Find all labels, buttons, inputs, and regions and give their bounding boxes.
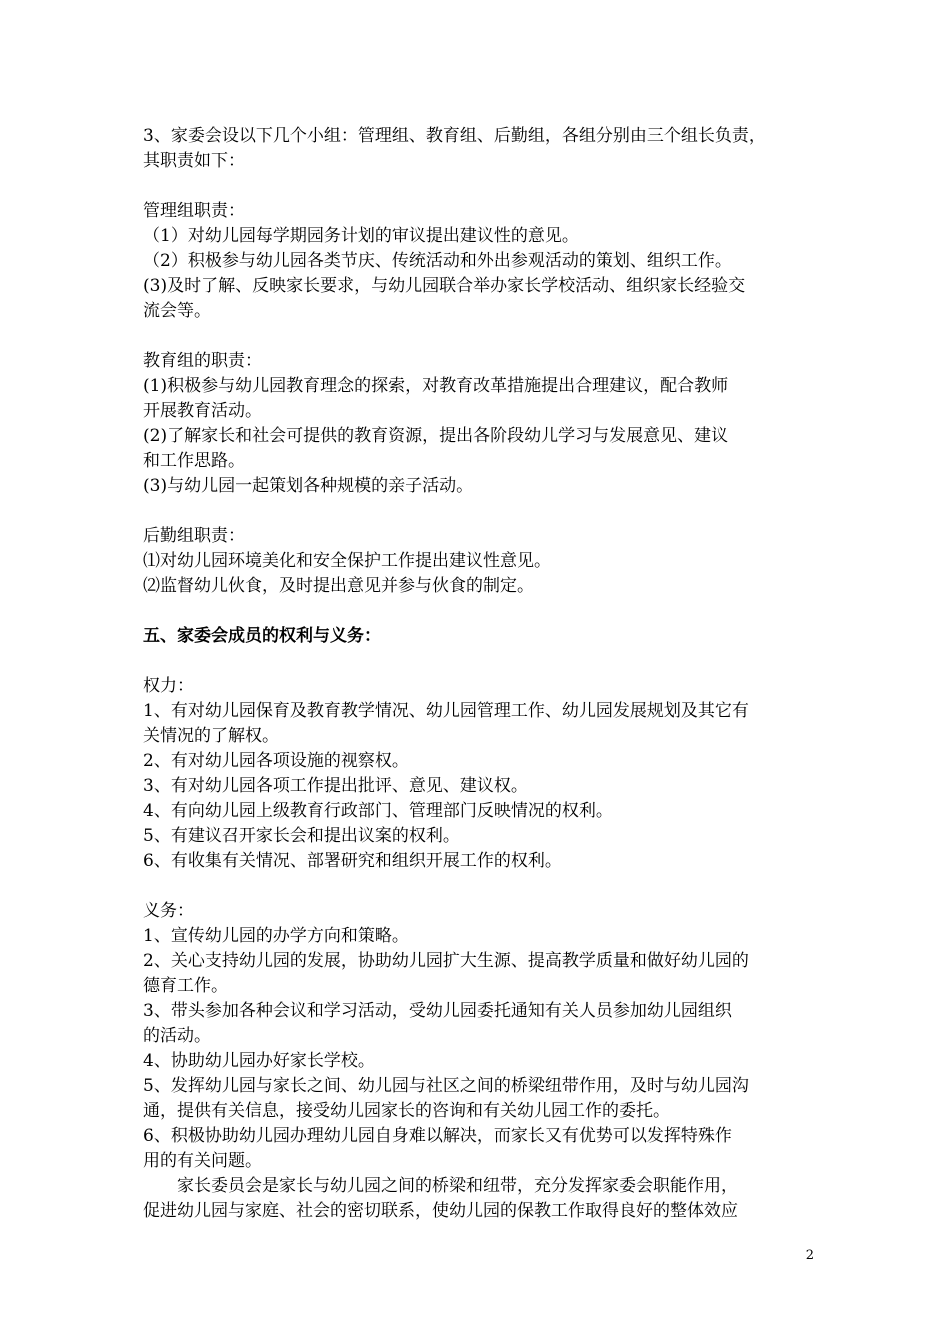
obligations-item: 用的有关问题。 [143, 1151, 262, 1171]
logistics-group-title: 后勤组职责： [143, 526, 245, 546]
education-item: (2)了解家长和社会可提供的教育资源，提出各阶段幼儿学习与发展意见、建议 [143, 426, 729, 446]
obligations-item: 4、协助幼儿园办好家长学校。 [143, 1051, 375, 1071]
education-item: 和工作思路。 [143, 451, 245, 471]
obligations-item: 的活动。 [143, 1026, 211, 1046]
logistics-item: ⑴对幼儿园环境美化和安全保护工作提出建议性意见。 [143, 551, 551, 571]
obligations-item: 通，提供有关信息，接受幼儿园家长的咨询和有关幼儿园工作的委托。 [143, 1101, 670, 1121]
closing-paragraph-line: 家长委员会是家长与幼儿园之间的桥梁和纽带，充分发挥家委会职能作用， [177, 1176, 738, 1196]
management-group-title: 管理组职责： [143, 201, 245, 221]
blank-line [143, 599, 809, 624]
management-item: （2）积极参与幼儿园各类节庆、传统活动和外出参观活动的策划、组织工作。 [143, 251, 732, 271]
obligations-item: 6、积极协助幼儿园办理幼儿园自身难以解决，而家长又有优势可以发挥特殊作 [143, 1126, 732, 1146]
closing-paragraph-line: 促进幼儿园与家庭、社会的密切联系，使幼儿园的保教工作取得良好的整体效应 [143, 1201, 738, 1221]
management-item: （1）对幼儿园每学期园务计划的审议提出建议性的意见。 [143, 226, 579, 246]
logistics-item: ⑵监督幼儿伙食，及时提出意见并参与伙食的制定。 [143, 576, 534, 596]
obligations-item: 德育工作。 [143, 976, 228, 996]
blank-line [143, 874, 809, 899]
obligations-item: 3、带头参加各种会议和学习活动，受幼儿园委托通知有关人员参加幼儿园组织 [143, 1001, 732, 1021]
groups-intro-line: 3、家委会设以下几个小组：管理组、教育组、后勤组，各组分别由三个组长负责， [143, 126, 766, 146]
obligations-item: 1、宣传幼儿园的办学方向和策略。 [143, 926, 409, 946]
groups-intro-line: 其职责如下： [143, 151, 245, 171]
management-item: 流会等。 [143, 301, 211, 321]
obligations-item: 2、关心支持幼儿园的发展，协助幼儿园扩大生源、提高教学质量和做好幼儿园的 [143, 951, 749, 971]
blank-line [143, 649, 809, 674]
rights-item: 2、有对幼儿园各项设施的视察权。 [143, 751, 409, 771]
obligations-item: 5、发挥幼儿园与家长之间、幼儿园与社区之间的桥梁纽带作用，及时与幼儿园沟 [143, 1076, 749, 1096]
blank-line [143, 499, 809, 524]
education-item: (3)与幼儿园一起策划各种规模的亲子活动。 [143, 476, 474, 496]
rights-item: 4、有向幼儿园上级教育行政部门、管理部门反映情况的权利。 [143, 801, 613, 821]
management-item: (3)及时了解、反映家长要求，与幼儿园联合举办家长学校活动、组织家长经验交 [143, 276, 746, 296]
rights-title: 权力： [143, 676, 194, 696]
document-body [143, 124, 809, 1224]
rights-item: 6、有收集有关情况、部署研究和组织开展工作的权利。 [143, 851, 562, 871]
rights-item: 3、有对幼儿园各项工作提出批评、意见、建议权。 [143, 776, 528, 796]
blank-line [143, 174, 809, 199]
rights-item: 关情况的了解权。 [143, 726, 279, 746]
rights-item: 1、有对幼儿园保育及教育教学情况、幼儿园管理工作、幼儿园发展规划及其它有 [143, 701, 749, 721]
section-five-heading: 五、家委会成员的权利与义务： [143, 626, 381, 646]
education-item: 开展教育活动。 [143, 401, 262, 421]
rights-item: 5、有建议召开家长会和提出议案的权利。 [143, 826, 460, 846]
obligations-title: 义务： [143, 901, 194, 921]
page-number: 2 [805, 1248, 814, 1263]
education-group-title: 教育组的职责： [143, 351, 262, 371]
blank-line [143, 324, 809, 349]
education-item: (1)积极参与幼儿园教育理念的探索，对教育改革措施提出合理建议，配合教师 [143, 376, 729, 396]
